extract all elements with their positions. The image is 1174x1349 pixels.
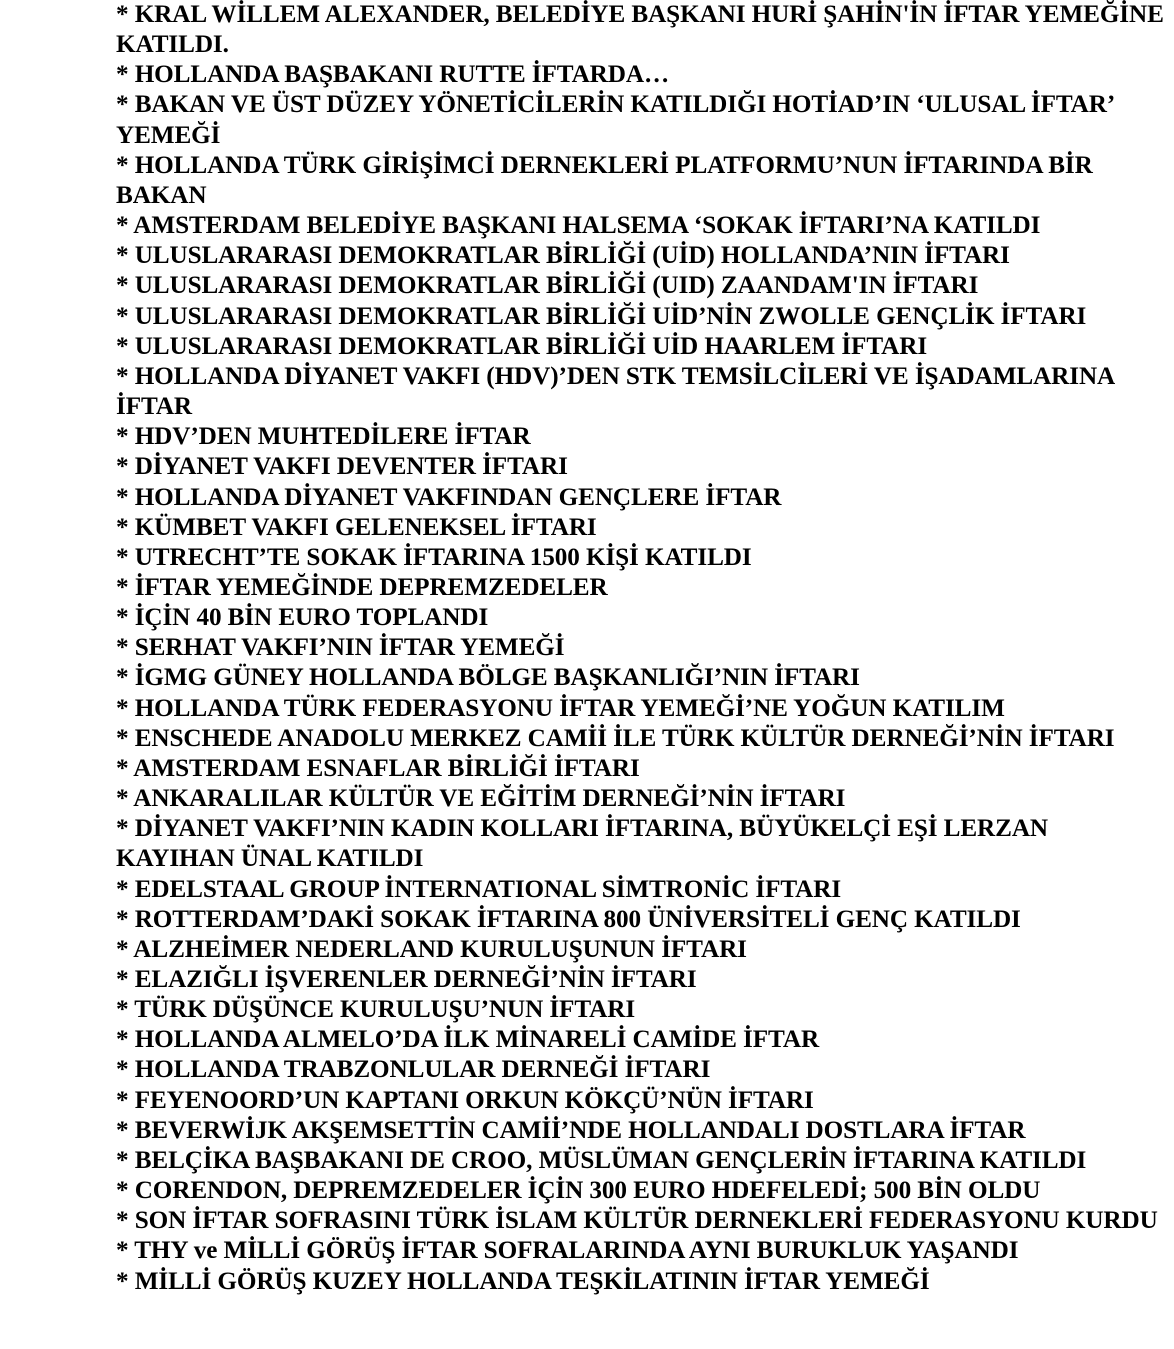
headline-link[interactable]: * ULUSLARARASI DEMOKRATLAR BİRLİĞİ (UID) ZAANDAM'IN İFTARI — [116, 272, 979, 300]
headline-link[interactable]: * HDV’DEN MUHTEDİLERE İFTAR — [116, 423, 531, 451]
headline-link[interactable]: * HOLLANDA TÜRK GİRİŞİMCİ DERNEKLERİ PLATFORMU’NUN İFTARINDA BİR BAKAN — [116, 151, 1093, 209]
headline-link[interactable]: * ROTTERDAM’DAKİ SOKAK İFTARINA 800 ÜNİVERSİTELİ GENÇ KATILDI — [116, 905, 1021, 933]
headline-link[interactable]: * HOLLANDA BAŞBAKANI RUTTE İFTARDA… — [116, 61, 670, 89]
headline-link[interactable]: * ULUSLARARASI DEMOKRATLAR BİRLİĞİ UİD’NİN ZWOLLE GENÇLİK İFTARI — [116, 302, 1087, 330]
headline-link[interactable]: * HOLLANDA TRABZONLULAR DERNEĞİ İFTARI — [116, 1056, 711, 1084]
headline-link[interactable]: * HOLLANDA DİYANET VAKFI (HDV)’DEN STK TEMSİLCİLERİ VE İŞADAMLARINA İFTAR — [116, 362, 1114, 421]
headline-link[interactable]: * KRAL WİLLEM ALEXANDER, BELEDİYE BAŞKANI HURİ ŞAHİN'İN İFTAR YEMEĞİNE KATILDI. — [116, 1, 1164, 59]
headline-link[interactable]: * AMSTERDAM ESNAFLAR BİRLİĞİ İFTARI — [116, 754, 640, 782]
headline-link[interactable]: * UTRECHT’TE SOKAK İFTARINA 1500 KİŞİ KATILDI — [116, 543, 752, 571]
headline-link[interactable]: * İGMG GÜNEY HOLLANDA BÖLGE BAŞKANLIĞI’NIN İFTARI — [116, 664, 860, 692]
headline-link[interactable]: * ULUSLARARASI DEMOKRATLAR BİRLİĞİ UİD HAARLEM İFTARI — [116, 332, 928, 360]
headline-link[interactable]: * İÇİN 40 BİN EURO TOPLANDI — [116, 604, 489, 632]
headline-link[interactable]: * BELÇİKA BAŞBAKANI DE CROO, MÜSLÜMAN GENÇLERİN İFTARINA KATILDI — [116, 1146, 1087, 1174]
headline-link[interactable]: * HOLLANDA ALMELO’DA İLK MİNARELİ CAMİDE İFTAR — [116, 1026, 820, 1054]
headline-link[interactable]: * HOLLANDA TÜRK FEDERASYONU İFTAR YEMEĞİ’NE YOĞUN KATILIM — [116, 694, 1005, 722]
headline-link[interactable]: * SERHAT VAKFI’NIN İFTAR YEMEĞİ — [116, 634, 565, 662]
headline-link[interactable]: * FEYENOORD’UN KAPTANI ORKUN KÖKÇÜ’NÜN İFTARI — [116, 1086, 814, 1114]
headline-link[interactable]: * ULUSLARARASI DEMOKRATLAR BİRLİĞİ (UİD) HOLLANDA’NIN İFTARI — [116, 242, 1010, 270]
headline-link[interactable]: * THY ve MİLLİ GÖRÜŞ İFTAR SOFRALARINDA AYNI BURUKLUK YAŞANDI — [116, 1237, 1019, 1265]
headline-link[interactable]: * EDELSTAAL GROUP İNTERNATIONAL SİMTRONİC İFTARI — [116, 875, 842, 903]
headline-link[interactable]: * KÜMBET VAKFI GELENEKSEL İFTARI — [116, 513, 597, 541]
headline-link[interactable]: * İFTAR YEMEĞİNDE DEPREMZEDELER — [116, 573, 608, 601]
headline-link[interactable]: * BAKAN VE ÜST DÜZEY YÖNETİCİLERİN KATILDIĞI HOTİAD’IN ‘ULUSAL İFTAR’ YEMEĞİ — [116, 91, 1114, 149]
headline-link[interactable]: * ANKARALILAR KÜLTÜR VE EĞİTİM DERNEĞİ’NİN İFTARI — [116, 785, 846, 813]
headline-link[interactable]: * DİYANET VAKFI’NIN KADIN KOLLARI İFTARINA, BÜYÜKELÇİ EŞİ LERZAN KAYIHAN ÜNAL KATILDI — [116, 815, 1049, 873]
headline-list — [116, 0, 1168, 1297]
headline-link[interactable]: * MİLLİ GÖRÜŞ KUZEY HOLLANDA TEŞKİLATININ İFTAR YEMEĞİ — [116, 1267, 930, 1295]
headline-link[interactable]: * CORENDON, DEPREMZEDELER İÇİN 300 EURO HDEFELEDİ; 500 BİN OLDU — [116, 1177, 1041, 1205]
headline-link[interactable]: * BEVERWİJK AKŞEMSETTİN CAMİİ’NDE HOLLANDALI DOSTLARA İFTAR — [116, 1116, 1026, 1144]
headline-link[interactable]: * ENSCHEDE ANADOLU MERKEZ CAMİİ İLE TÜRK KÜLTÜR DERNEĞİ’NİN İFTARI — [116, 724, 1115, 752]
headline-link[interactable]: * AMSTERDAM BELEDİYE BAŞKANI HALSEMA ‘SOKAK İFTARI’NA KATILDI — [116, 212, 1041, 240]
headline-link[interactable]: * SON İFTAR SOFRASINI TÜRK İSLAM KÜLTÜR DERNEKLERİ FEDERASYONU KURDU — [116, 1207, 1158, 1235]
headline-link[interactable]: * ALZHEİMER NEDERLAND KURULUŞUNUN İFTARI — [116, 935, 747, 963]
headline-link[interactable]: * ELAZIĞLI İŞVERENLER DERNEĞİ’NİN İFTARI — [116, 966, 697, 993]
headline-link[interactable]: * TÜRK DÜŞÜNCE KURULUŞU’NUN İFTARI — [116, 996, 636, 1024]
headline-link[interactable]: * DİYANET VAKFI DEVENTER İFTARI — [116, 453, 568, 481]
headline-link[interactable]: * HOLLANDA DİYANET VAKFINDAN GENÇLERE İFTAR — [116, 483, 782, 511]
